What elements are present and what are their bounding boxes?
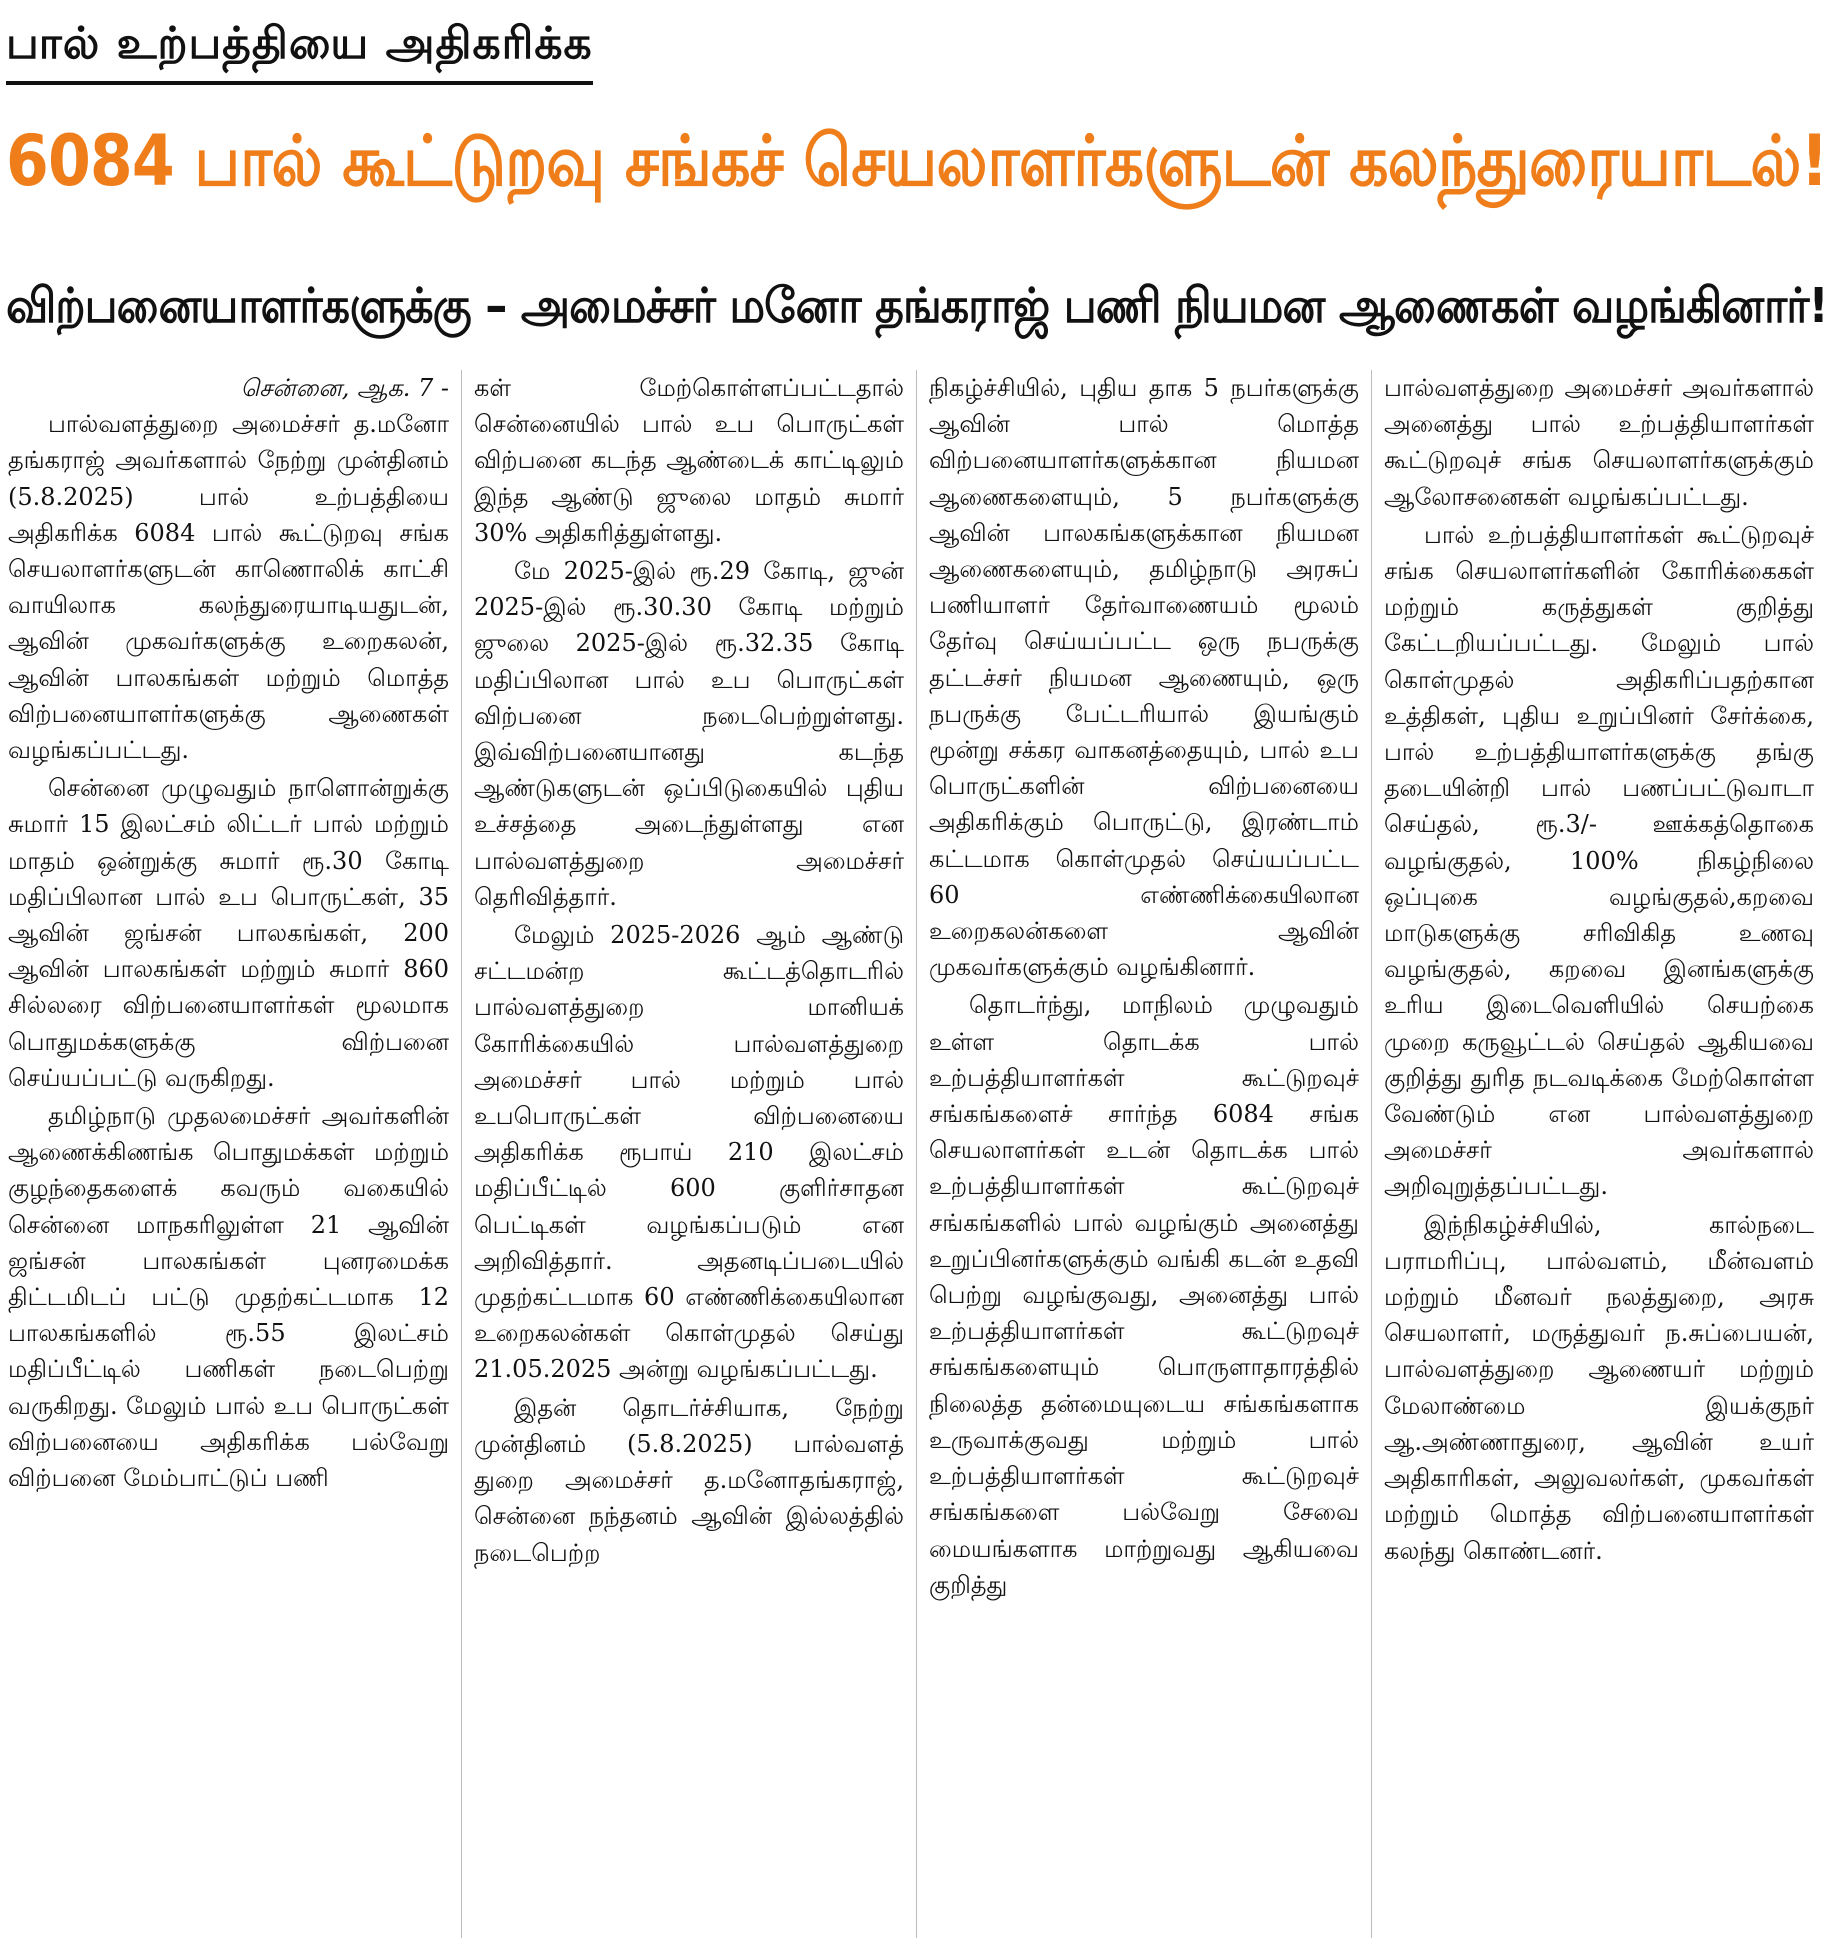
paragraph: மேலும் 2025-2026 ஆம் ஆண்டு சட்டமன்ற கூட்டத்தொடரில் பால்வளத்துறை மானியக் கோரிக்கையில் பால்வளத்துறை அமைச்சர் பால் மற்றும் பால் உபபொருட்கள் விற்பனையை அதிகரிக்க ரூபாய் 210 இலட்சம் மதிப்பீட்டில் 600 குளிர்சாதன பெட்டிகள் வழங்கப்படும் என அறிவித்தார். அதனடிப்படையில் முதற்கட்டமாக 60 எண்ணிக்கையிலான உறைகலன்கள் கொள்முதல் செய்து 21.05.2025 அன்று வழங்கப்பட்டது. [474,921,904,1384]
paragraph: இந்நிகழ்ச்சியில், கால்நடை பராமரிப்பு, பால்வளம், மீன்வளம் மற்றும் மீனவர் நலத்துறை, அரசு செயலாளர், மருத்துவர் ந.சுப்பையன், பால்வளத்துறை ஆணையர் மற்றும் மேலாண்மை இயக்குநர் ஆ.அண்ணாதுரை, ஆவின் உயர் அதிகாரிகள், அலுவலர்கள், முகவர்கள் மற்றும் மொத்த விற்பனையாளர்கள் கலந்து கொண்டனர். [1384,1210,1814,1565]
paragraph: தமிழ்நாடு முதலமைச்சர் அவர்களின் ஆணைக்கிணங்க பொதுமக்கள் மற்றும் குழந்தைகளைக் கவரும் வகையில் சென்னை மாநகரிலுள்ள 21 ஆவின் ஜங்சன் பாலகங்கள் புனரமைக்க திட்டமிடப் பட்டு முதற்கட்டமாக 12 பாலகங்களில் ரூ.55 இலட்சம் மதிப்பீட்டில் பணிகள் நடைபெற்று வருகிறது. மேலும் பால் உப பொருட்கள் விற்பனையை அதிகரிக்க பல்வேறு விற்பனை மேம்பாட்டுப் பணி [8,1102,449,1493]
paragraph: கள் மேற்கொள்ளப்பட்டதால் சென்னையில் பால் உப பொருட்கள் விற்பனை கடந்த ஆண்டைக் காட்டிலும் இந்த ஆண்டு ஜுலை மாதம் சுமார் 30% அதிகரித்துள்ளது. [474,374,904,547]
kicker-heading: பால் உற்பத்தியை அதிகரிக்க [6,18,593,85]
column-1 [6,370,461,1938]
column-2 [461,370,916,1938]
paragraph: பால்வளத்துறை அமைச்சர் த.மனோ தங்கராஜ் அவர்களால் நேற்று முன்தினம் (5.8.2025) பால் உற்பத்தியை அதிகரிக்க 6084 பால் கூட்டுறவு சங்க செயலாளர்களுடன் காணொலிக் காட்சி வாயிலாக கலந்துரையாடியதுடன், ஆவின் முகவர்களுக்கு உறைகலன், ஆவின் பாலகங்கள் மற்றும் மொத்த விற்பனையாளர்களுக்கு ஆணைகள் வழங்கப்பட்டது. [8,410,449,765]
dateline: சென்னை, ஆக. 7 - [240,374,449,402]
paragraph: மே 2025-இல் ரூ.29 கோடி, ஜுன் 2025-இல் ரூ.30.30 கோடி மற்றும் ஜுலை 2025-இல் ரூ.32.35 கோடி மதிப்பிலான பால் உப பொருட்கள் விற்பனை நடைபெற்றுள்ளது. இவ்விற்பனையானது கடந்த ஆண்டுகளுடன் ஒப்பிடுகையில் புதிய உச்சத்தை அடைந்துள்ளது என பால்வளத்துறை அமைச்சர் தெரிவித்தார். [474,557,904,911]
column-4 [1371,370,1826,1938]
paragraph: தொடர்ந்து, மாநிலம் முழுவதும் உள்ள தொடக்க பால் உற்பத்தியாளர்கள் கூட்டுறவுச் சங்கங்களைச் சார்ந்த 6084 சங்க செயலாளர்கள் உடன் தொடக்க பால் உற்பத்தியாளர்கள் கூட்டுறவுச் சங்கங்களில் பால் வழங்கும் அனைத்து உறுப்பினர்களுக்கும் வங்கி கடன் உதவி பெற்று வழங்குவது, அனைத்து பால் உற்பத்தியாளர்கள் கூட்டுறவுச் சங்கங்களையும் பொருளாதாரத்தில் நிலைத்த தன்மையுடைய சங்கங்களாக உருவாக்குவது மற்றும் பால் உற்பத்தியாளர்கள் கூட்டுறவுச் சங்கங்களை பல்வேறு சேவை மையங்களாக மாற்றுவது ஆகியவை குறித்து [929,991,1359,1599]
paragraph: இதன் தொடர்ச்சியாக, நேற்று முன்தினம் (5.8.2025) பால்வளத் துறை அமைச்சர் த.மனோதங்கராஜ், சென்னை நந்தனம் ஆவின் இல்லத்தில் நடைபெற்ற [474,1393,904,1567]
headline: 6084 பால் கூட்டுறவு சங்கச் செயலாளர்களுடன் கலந்துரையாடல்! [6,120,1828,202]
subheadline: விற்பனையாளர்களுக்கு – அமைச்சர் மனோ தங்கராஜ் பணி நியமன ஆணைகள் வழங்கினார்! [6,278,1828,334]
paragraph: நிகழ்ச்சியில், புதிய தாக 5 நபர்களுக்கு ஆவின் பால் மொத்த விற்பனையாளர்களுக்கான நியமன ஆணைகளையும், 5 நபர்களுக்கு ஆவின் பாலகங்களுக்கான நியமன ஆணைகளையும், தமிழ்நாடு அரசுப் பணியாளர் தேர்வாணையம் மூலம் தேர்வு செய்யப்பட்ட ஒரு நபருக்கு தட்டச்சர் நியமன ஆணையும், ஒரு நபருக்கு பேட்டரியால் இயங்கும் மூன்று சக்கர வாகனத்தையும், பால் உப பொருட்களின் விற்பனையை அதிகரிக்கும் பொருட்டு, இரண்டாம் கட்டமாக கொள்முதல் செய்யப்பட்ட 60 எண்ணிக்கையிலான உறைகலன்களை ஆவின் முகவர்களுக்கும் வழங்கினார். [929,374,1359,982]
article-body [6,370,1828,1938]
column-3 [916,370,1371,1938]
paragraph: பால்வளத்துறை அமைச்சர் அவர்களால் அனைத்து பால் உற்பத்தியாளர்கள் கூட்டுறவுச் சங்க செயலாளர்களுக்கும் ஆலோசனைகள் வழங்கப்பட்டது. [1384,374,1814,511]
paragraph: பால் உற்பத்தியாளர்கள் கூட்டுறவுச் சங்க செயலாளர்களின் கோரிக்கைகள் மற்றும் கருத்துகள் குறித்து கேட்டறியப்பட்டது. மேலும் பால் கொள்முதல் அதிகரிப்பதற்கான உத்திகள், புதிய உறுப்பினர் சேர்க்கை, பால் உற்பத்தியாளர்களுக்கு தங்கு தடையின்றி பால் பணப்பட்டுவாடா செய்தல், ரூ.3/- ஊக்கத்தொகை வழங்குதல், 100% நிகழ்நிலை ஒப்புகை வழங்குதல்,கறவை மாடுகளுக்கு சரிவிகித உணவு வழங்குதல், கறவை இனங்களுக்கு உரிய இடைவெளியில் செயற்கை முறை கருவூட்டல் செய்தல் ஆகியவை குறித்து துரித நடவடிக்கை மேற்கொள்ள வேண்டும் என பால்வளத்துறை அமைச்சர் அவர்களால் அறிவுறுத்தப்பட்டது. [1384,520,1814,1201]
paragraph: சென்னை முழுவதும் நாளொன்றுக்கு சுமார் 15 இலட்சம் லிட்டர் பால் மற்றும் மாதம் ஒன்றுக்கு சுமார் ரூ.30 கோடி மதிப்பிலான பால் உப பொருட்கள், 35 ஆவின் ஜங்சன் பாலகங்கள், 200 ஆவின் பாலகங்கள் மற்றும் சுமார் 860 சில்லரை விற்பனையாளர்கள் மூலமாக பொதுமக்களுக்கு விற்பனை செய்யப்பட்டு வருகிறது. [8,774,449,1092]
